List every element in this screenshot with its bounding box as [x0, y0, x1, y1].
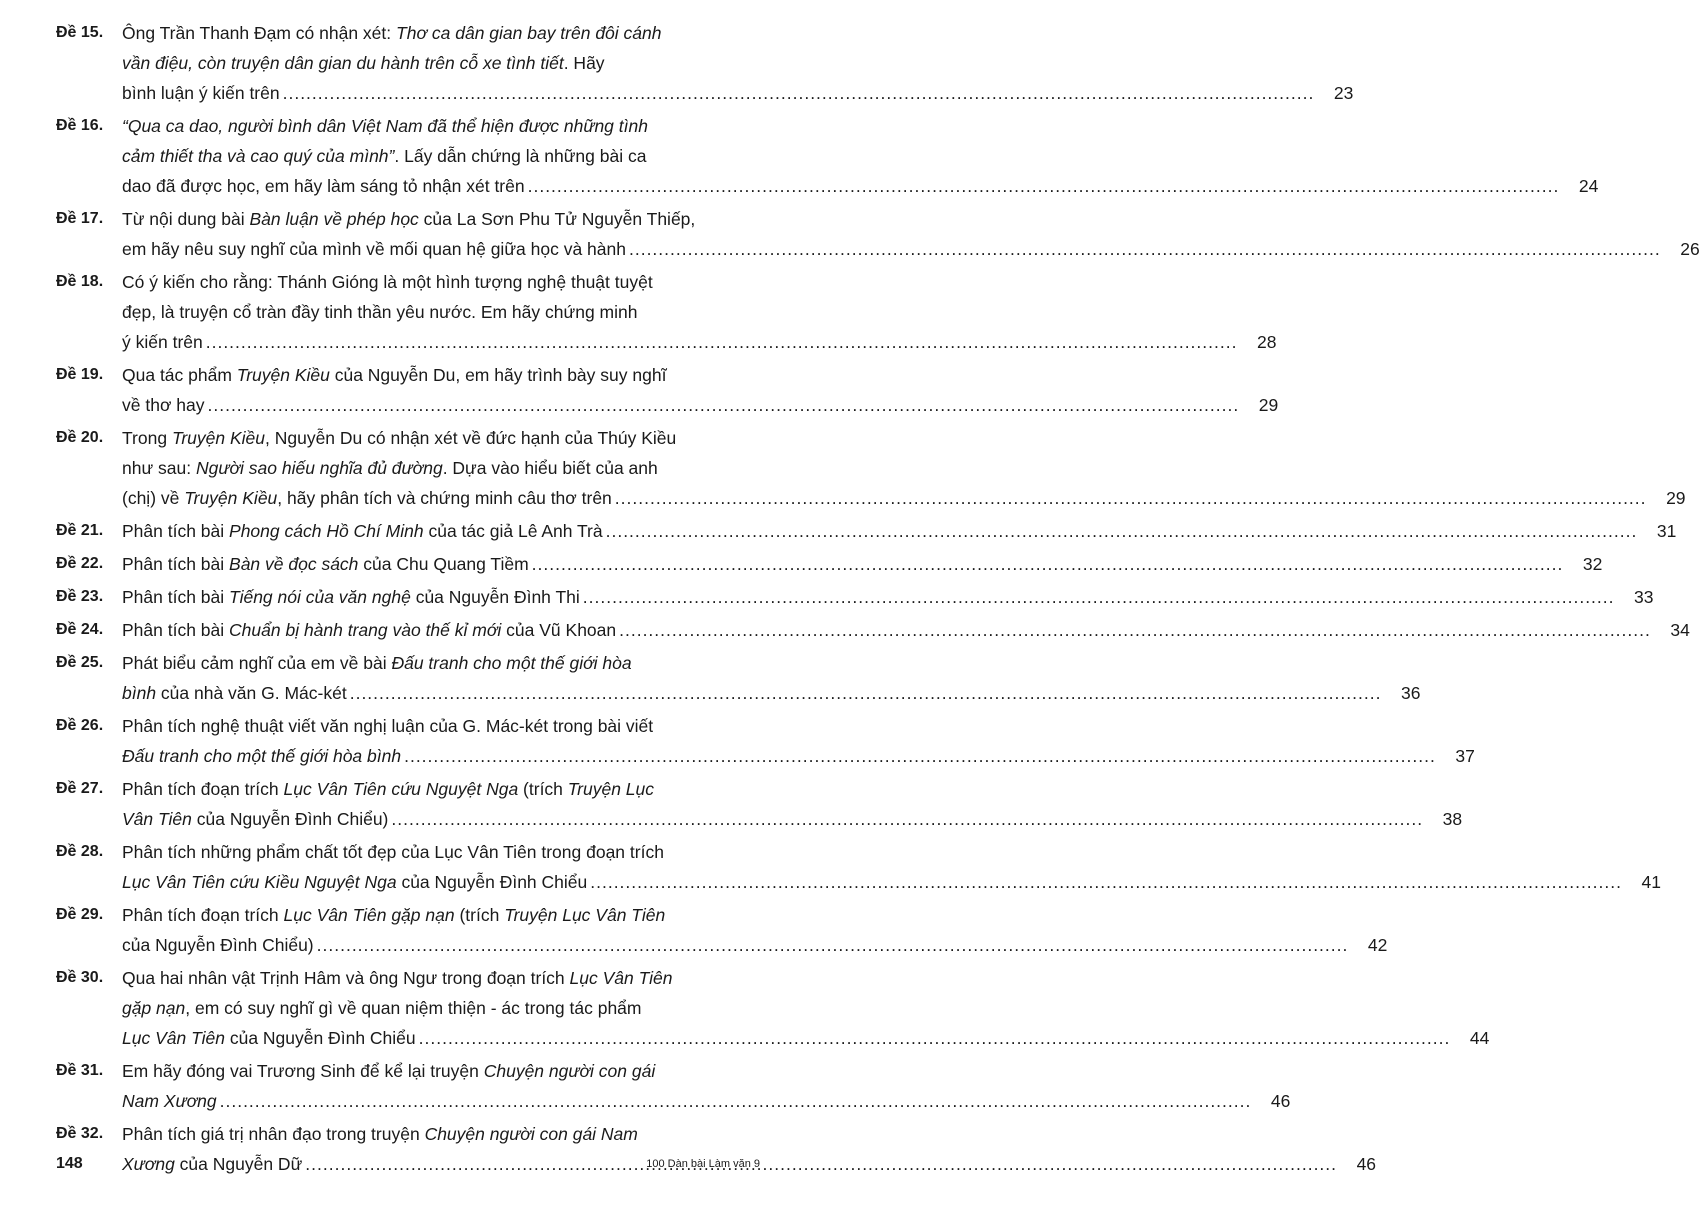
entry-last-line: [122, 741, 1439, 771]
entry-last-line: [122, 678, 1384, 708]
dot-leader: [419, 1023, 1451, 1053]
dot-leader: [206, 327, 1238, 357]
entry-label: Đề 21.: [56, 522, 104, 539]
entry-text: [122, 1056, 1290, 1116]
dot-leader: [404, 741, 1436, 771]
entry-label: Đề 26.: [56, 717, 104, 734]
entry-text: [122, 111, 1598, 201]
entry-label: Đề 23.: [56, 588, 104, 605]
entry-line: Phân tích bài Phong cách Hồ Chí Minh của tác giả Lê Anh Trà: [122, 521, 603, 541]
entry-line: Đấu tranh cho một thế giới hòa bình: [122, 746, 402, 766]
entry-page-number: 44: [1469, 1028, 1490, 1048]
entry-last-line: [122, 804, 1426, 834]
entry-label: Đề 15.: [56, 24, 104, 41]
entry-page-number: 34: [1670, 620, 1690, 640]
entry-line: Phân tích giá trị nhân đạo trong truyện Chuyện người con gái Nam: [122, 1124, 638, 1144]
entry-line: Qua hai nhân vật Trịnh Hâm và ông Ngư trong đoạn trích Lục Vân Tiên: [122, 968, 673, 988]
entry-page-number: 41: [1641, 872, 1661, 892]
entry-page-number: 46: [1270, 1091, 1291, 1111]
toc-entry: [56, 582, 1654, 612]
toc-entry: [56, 900, 1388, 960]
dot-leader: [532, 549, 1564, 579]
toc-entry: [56, 648, 1421, 708]
entry-text: [122, 423, 1686, 513]
entry-text: [122, 516, 1676, 546]
entry-text: [122, 711, 1475, 771]
entry-line: như sau: Người sao hiếu nghĩa đủ đường. Dựa vào hiểu biết của anh: [122, 458, 658, 478]
entry-line: về thơ hay: [122, 395, 205, 415]
entry-label: Đề 27.: [56, 780, 104, 797]
entry-line: Phân tích bài Bàn về đọc sách của Chu Quang Tiềm: [122, 554, 529, 574]
entry-label: Đề 32.: [56, 1125, 104, 1142]
entry-last-line: [122, 390, 1242, 420]
book-title: 100 Dàn bài Làm văn 9: [646, 1158, 760, 1170]
entry-line: đẹp, là truyện cổ tràn đầy tinh thần yêu nước. Em hãy chứng minh: [122, 302, 638, 322]
entry-label: Đề 19.: [56, 366, 104, 383]
toc-entry: [56, 963, 1490, 1053]
dot-leader: [583, 582, 1615, 612]
entry-line: dao đã được học, em hãy làm sáng tỏ nhận xét trên: [122, 176, 525, 196]
entry-last-line: [122, 867, 1625, 897]
toc-entry: [56, 1056, 1291, 1116]
entry-page-number: 23: [1333, 83, 1354, 103]
entry-text: [122, 267, 1276, 357]
entry-line: Lục Vân Tiên cứu Kiều Nguyệt Nga của Nguyễn Đình Chiểu: [122, 872, 588, 892]
toc-entry: [56, 549, 1603, 579]
toc-entry: [56, 204, 1700, 264]
entry-page-number: 31: [1656, 521, 1677, 541]
entry-line: bình của nhà văn G. Mác-két: [122, 683, 347, 703]
entry-line: cảm thiết tha và cao quý của mình”. Lấy dẫn chứng là những bài ca: [122, 146, 647, 166]
entry-text: [122, 648, 1420, 708]
entry-text: [122, 837, 1661, 897]
entry-label: Đề 29.: [56, 906, 104, 923]
entry-page-number: 29: [1666, 488, 1686, 508]
entry-page-number: 42: [1367, 935, 1388, 955]
toc-entry: [56, 711, 1475, 771]
dot-leader: [590, 867, 1622, 897]
dot-leader: [391, 804, 1423, 834]
entry-last-line: [122, 327, 1240, 357]
toc-entry: [56, 516, 1677, 546]
toc-entry: [56, 1119, 1377, 1179]
entry-last-line: [122, 549, 1566, 579]
entry-text: [122, 963, 1489, 1053]
toc-entry: [56, 111, 1599, 201]
entry-line: (chị) về Truyện Kiều, hãy phân tích và chứng minh câu thơ trên: [122, 488, 612, 508]
entry-last-line: [122, 930, 1351, 960]
entry-page-number: 33: [1634, 587, 1654, 607]
entry-line: Có ý kiến cho rằng: Thánh Gióng là một hình tượng nghệ thuật tuyệt: [122, 272, 653, 292]
toc-entry: [56, 774, 1463, 834]
entry-text: [122, 18, 1353, 108]
dot-leader: [350, 678, 1382, 708]
entry-page-number: 36: [1400, 683, 1421, 703]
entry-label: Đề 22.: [56, 555, 104, 572]
entry-text: [122, 360, 1278, 420]
entry-label: Đề 28.: [56, 843, 104, 860]
entry-line: Phân tích những phẩm chất tốt đẹp của Lục Vân Tiên trong đoạn trích: [122, 842, 664, 862]
entry-line: Phân tích đoạn trích Lục Vân Tiên cứu Nguyệt Nga (trích Truyện Lục: [122, 779, 655, 799]
entry-page-number: 28: [1257, 332, 1277, 352]
entry-text: [122, 204, 1700, 264]
dot-leader: [606, 516, 1638, 546]
entry-line: em hãy nêu suy nghĩ của mình về mối quan hệ giữa học và hành: [122, 239, 626, 259]
dot-leader: [317, 930, 1349, 960]
entry-line: Vân Tiên của Nguyễn Đình Chiểu): [122, 809, 389, 829]
entry-line: Từ nội dung bài Bàn luận về phép học của La Sơn Phu Tử Nguyễn Thiếp,: [122, 209, 696, 229]
entry-label: Đề 24.: [56, 621, 104, 638]
table-of-contents: [56, 18, 1700, 1182]
entry-text: [122, 774, 1462, 834]
entry-text: [122, 582, 1654, 612]
entry-page-number: 46: [1356, 1154, 1377, 1174]
entry-last-line: [122, 1023, 1453, 1053]
entry-last-line: [122, 234, 1664, 264]
toc-entry: [56, 837, 1661, 897]
dot-leader: [208, 390, 1240, 420]
entry-line: Qua tác phẩm Truyện Kiều của Nguyễn Du, em hãy trình bày suy nghĩ: [122, 365, 667, 385]
entry-last-line: [122, 483, 1650, 513]
entry-line: Lục Vân Tiên của Nguyễn Đình Chiểu: [122, 1028, 416, 1048]
entry-line: vần điệu, còn truyện dân gian du hành trên cỗ xe tình tiết. Hãy: [122, 53, 605, 73]
entry-text: [122, 1119, 1376, 1179]
entry-label: Đề 30.: [56, 969, 104, 986]
toc-entry: [56, 267, 1277, 357]
entry-line: Trong Truyện Kiều, Nguyễn Du có nhận xét về đức hạnh của Thúy Kiều: [122, 428, 677, 448]
entry-last-line: [122, 516, 1640, 546]
entry-text: [122, 549, 1602, 579]
dot-leader: [619, 615, 1651, 645]
dot-leader: [220, 1086, 1252, 1116]
entry-label: Đề 25.: [56, 654, 104, 671]
entry-line: Xương của Nguyễn Dữ: [122, 1154, 303, 1174]
entry-text: [122, 900, 1387, 960]
dot-leader: [305, 1149, 1337, 1179]
entry-line: bình luận ý kiến trên: [122, 83, 280, 103]
entry-page-number: 32: [1582, 554, 1603, 574]
entry-line: Phân tích bài Chuẩn bị hành trang vào thế kỉ mới của Vũ Khoan: [122, 620, 617, 640]
entry-label: Đề 31.: [56, 1062, 104, 1079]
entry-line: Nam Xương: [122, 1091, 217, 1111]
entry-line: Phân tích đoạn trích Lục Vân Tiên gặp nạn (trích Truyện Lục Vân Tiên: [122, 905, 666, 925]
entry-page-number: 37: [1455, 746, 1475, 766]
entry-page-number: 29: [1258, 395, 1279, 415]
entry-label: Đề 20.: [56, 429, 104, 446]
entry-line: Phân tích bài Tiếng nói của văn nghệ của Nguyễn Đình Thi: [122, 587, 580, 607]
entry-last-line: [122, 615, 1654, 645]
entry-label: Đề 18.: [56, 273, 104, 290]
entry-text: [122, 615, 1690, 645]
entry-last-line: [122, 78, 1317, 108]
entry-last-line: [122, 1086, 1254, 1116]
entry-page-number: 38: [1442, 809, 1463, 829]
entry-label: Đề 17.: [56, 210, 104, 227]
entry-line: Phân tích nghệ thuật viết văn nghị luận của G. Mác-két trong bài viết: [122, 716, 654, 736]
dot-leader: [629, 234, 1661, 264]
toc-entry: [56, 360, 1279, 420]
toc-entry: [56, 18, 1354, 108]
page-number: 148: [56, 1155, 83, 1172]
entry-line: ý kiến trên: [122, 332, 203, 352]
entry-page-number: 26: [1680, 239, 1700, 259]
entry-last-line: [122, 171, 1562, 201]
entry-page-number: 24: [1578, 176, 1599, 196]
entry-line: Phát biểu cảm nghĩ của em về bài Đấu tranh cho một thế giới hòa: [122, 653, 632, 673]
toc-entry: [56, 423, 1686, 513]
entry-line: Em hãy đóng vai Trương Sinh để kể lại truyện Chuyện người con gái: [122, 1061, 656, 1081]
entry-line: Ông Trần Thanh Đạm có nhận xét: Thơ ca dân gian bay trên đôi cánh: [122, 23, 662, 43]
dot-leader: [528, 171, 1560, 201]
entry-label: Đề 16.: [56, 117, 104, 134]
toc-entry: [56, 615, 1690, 645]
entry-line: của Nguyễn Đình Chiểu): [122, 935, 314, 955]
entry-last-line: [122, 582, 1618, 612]
entry-line: gặp nạn, em có suy nghĩ gì về quan niệm thiện - ác trong tác phẩm: [122, 998, 642, 1018]
entry-line: “Qua ca dao, người bình dân Việt Nam đã thể hiện được những tình: [122, 116, 648, 136]
dot-leader: [283, 78, 1315, 108]
dot-leader: [615, 483, 1647, 513]
